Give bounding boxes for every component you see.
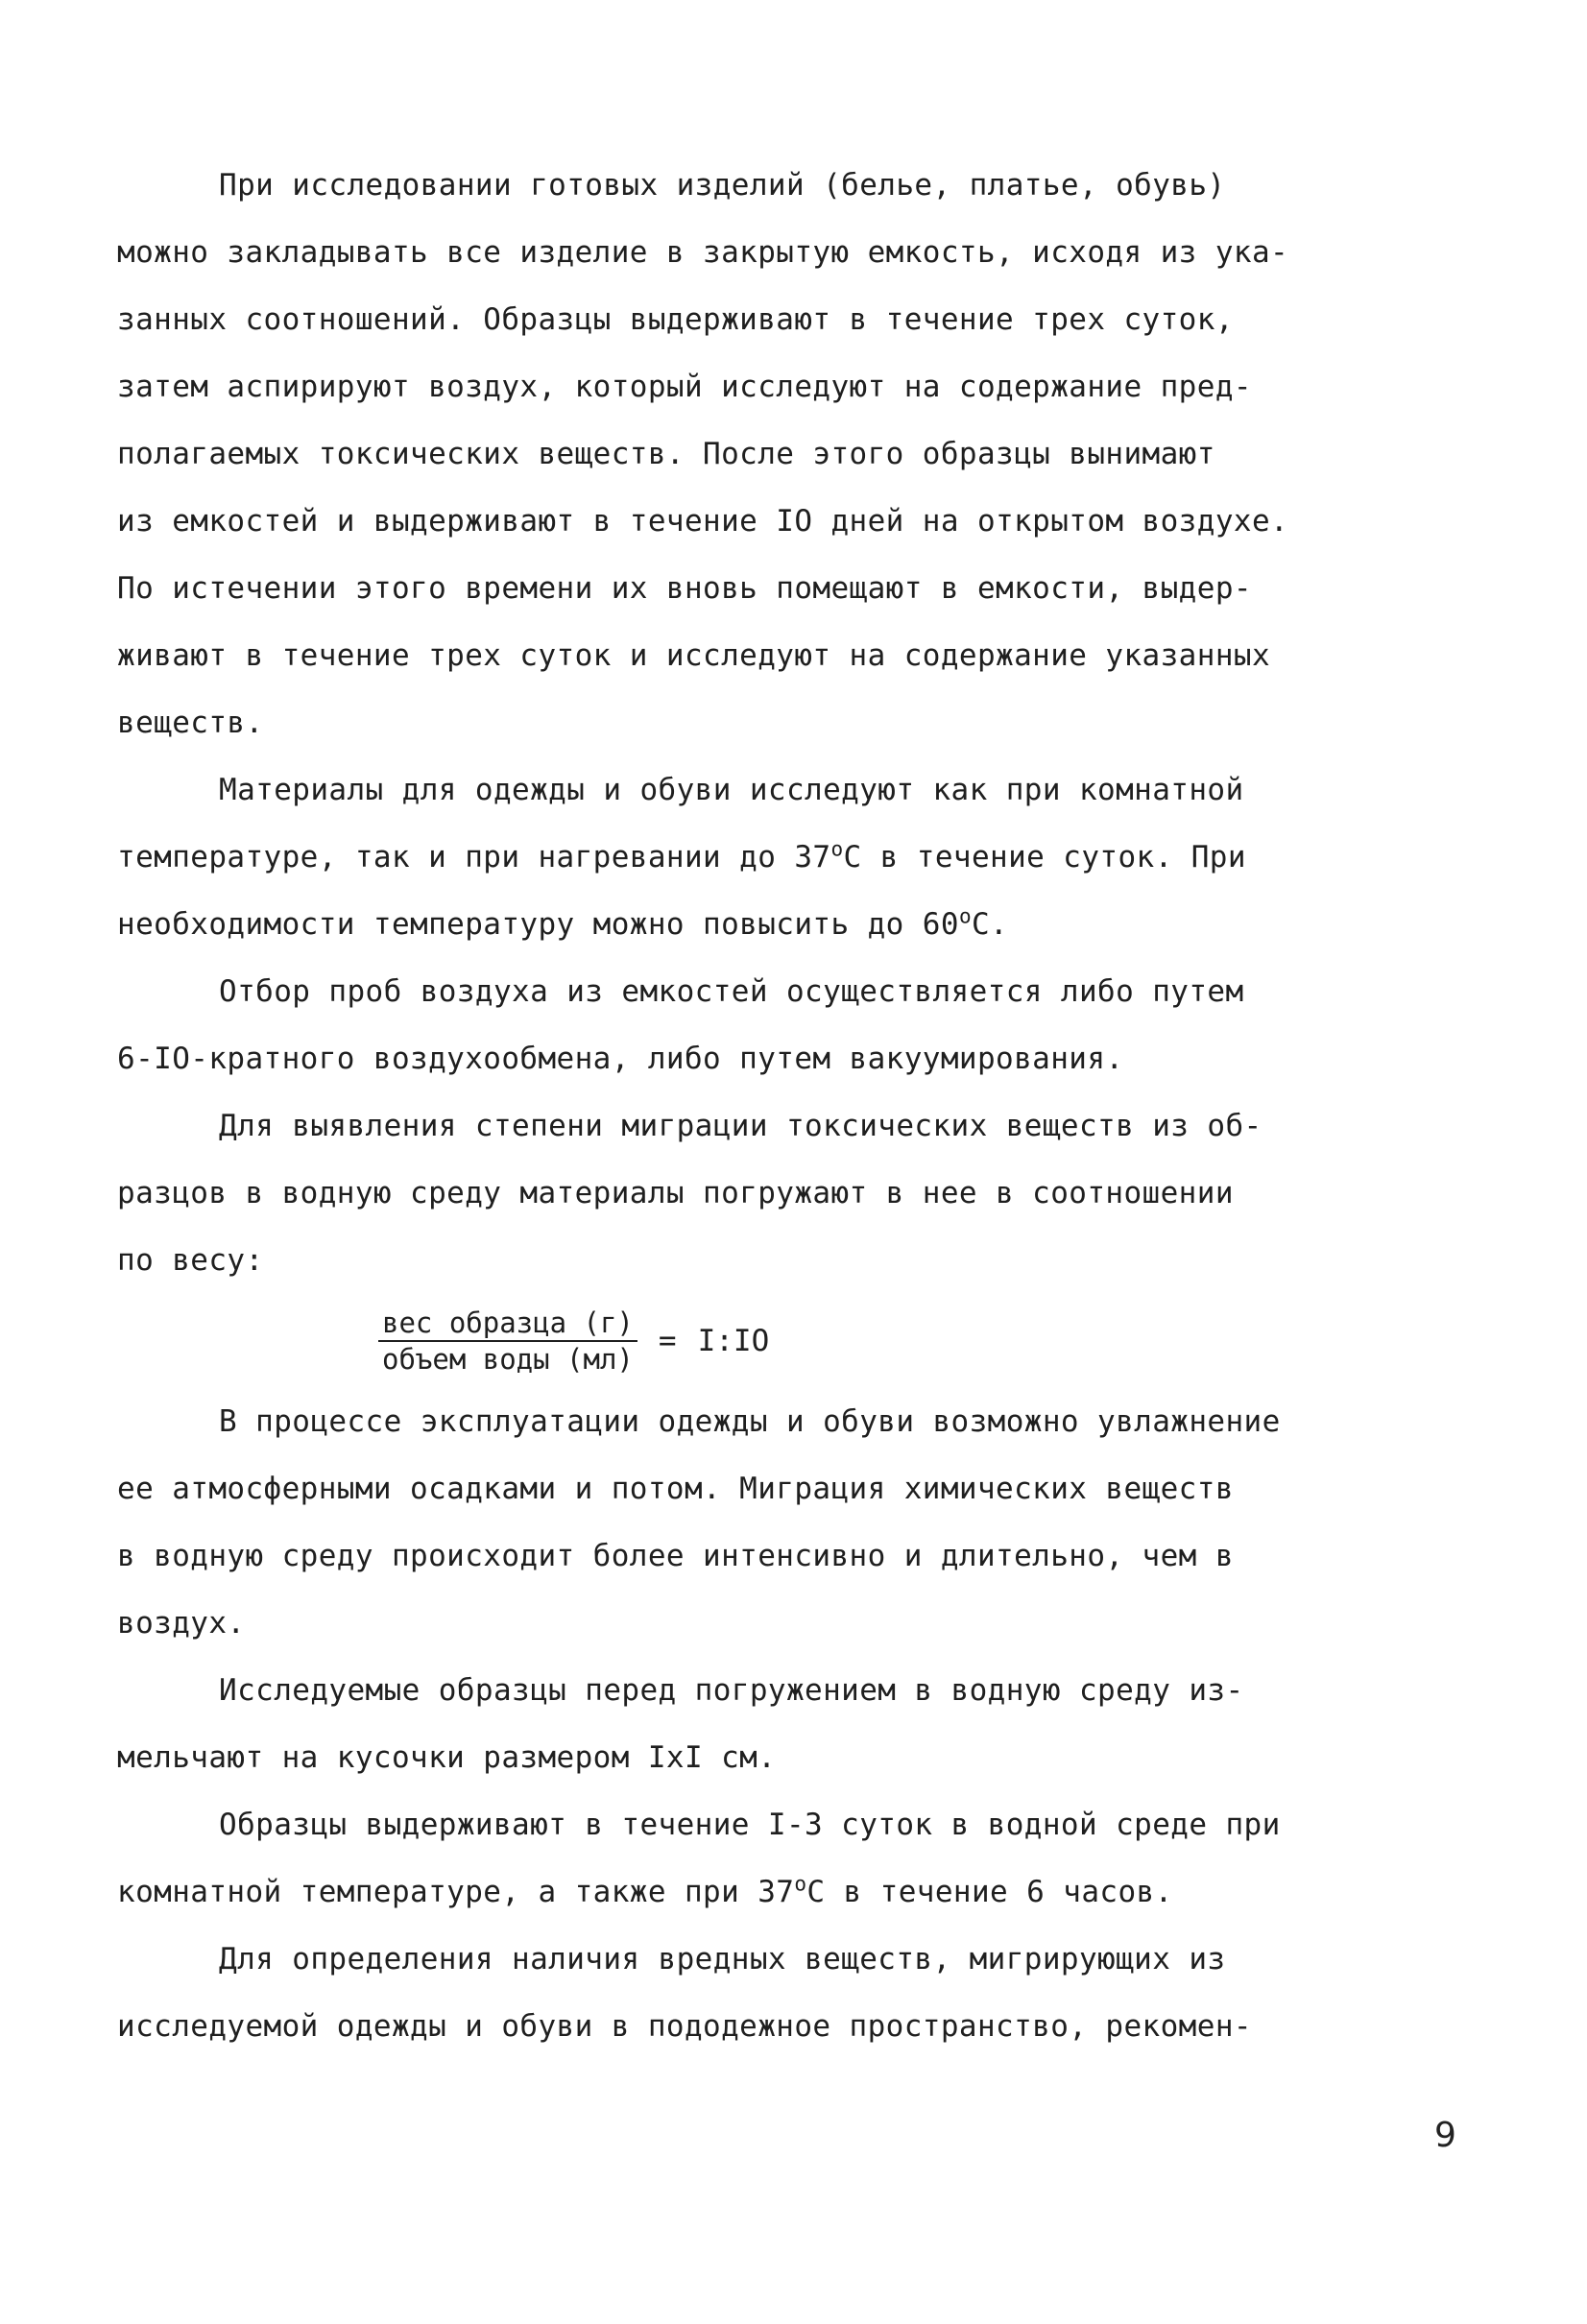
text-line: разцов в водную среду материалы погружают в нее в соотношении bbox=[117, 1176, 1234, 1210]
text-line: воздух. bbox=[117, 1606, 246, 1641]
text-line: занных соотношений. Образцы выдерживают в течение трех суток, bbox=[117, 302, 1234, 337]
text-line: живают в течение трех суток и исследуют на содержание указанных bbox=[117, 638, 1271, 673]
text-line: температуре, так и при нагревании до 37$^o$С в течение суток. При bbox=[117, 837, 1246, 874]
text-line: ее атмосферными осадками и потом. Миграция химических веществ bbox=[117, 1472, 1234, 1506]
text-line: из емкостей и выдерживают в течение IO дней на открытом воздухе. bbox=[117, 504, 1289, 539]
ratio-formula bbox=[117, 1294, 1461, 1388]
text-line: Исследуемые образцы перед погружением в водную среду из- bbox=[219, 1673, 1244, 1708]
body-text bbox=[117, 152, 1461, 2060]
text-line: в водную среду происходит более интенсивно и длительно, чем в bbox=[117, 1539, 1234, 1573]
text-line: При исследовании готовых изделий (белье, платье, обувь) bbox=[219, 168, 1226, 203]
degree-mark: o bbox=[958, 904, 972, 928]
text-line: можно закладывать все изделие в закрытую емкость, исходя из ука- bbox=[117, 235, 1289, 270]
formula-equals: = bbox=[658, 1324, 677, 1358]
text-line: исследуемой одежды и обуви в пододежное пространство, рекомен- bbox=[117, 2009, 1252, 2044]
text-line: необходимости температуру можно повысить до 60$^o$С. bbox=[117, 904, 1009, 942]
text-line: Для выявления степени миграции токсических веществ из об- bbox=[219, 1109, 1262, 1143]
formula-numerator: вес образца (г) bbox=[378, 1306, 637, 1342]
text-line: Отбор проб воздуха из емкостей осуществляется либо путем bbox=[219, 974, 1244, 1009]
formula-denominator: объем воды (мл) bbox=[382, 1343, 634, 1376]
degree-mark: o bbox=[830, 837, 844, 861]
page-number: 9 bbox=[1434, 2116, 1456, 2155]
text-line: Для определения наличия вредных веществ, мигрирующих из bbox=[219, 1942, 1226, 1977]
text-line: веществ. bbox=[117, 706, 264, 740]
formula-fraction bbox=[378, 1306, 637, 1376]
text-line: 6-IO-кратного воздухообмена, либо путем вакуумирования. bbox=[117, 1042, 1124, 1076]
text-line: мельчают на кусочки размером IxI см. bbox=[117, 1740, 777, 1775]
degree-mark: o bbox=[794, 1872, 807, 1896]
text-line: Образцы выдерживают в течение I-3 суток в водной среде при bbox=[219, 1808, 1281, 1842]
text-line: В процессе эксплуатации одежды и обуви возможно увлажнение bbox=[219, 1404, 1281, 1439]
text-line: комнатной температуре, а также при 37$^o$С в течение 6 часов. bbox=[117, 1872, 1173, 1909]
text-line: Материалы для одежды и обуви исследуют как при комнатной bbox=[219, 773, 1244, 807]
formula-ratio: I:IO bbox=[697, 1324, 770, 1358]
text-line: по весу: bbox=[117, 1243, 264, 1278]
text-line: По истечении этого времени их вновь помещают в емкости, выдер- bbox=[117, 571, 1252, 606]
text-line: полагаемых токсических веществ. После этого образцы вынимают bbox=[117, 437, 1215, 471]
text-line: затем аспирируют воздух, который исследуют на содержание пред- bbox=[117, 370, 1252, 404]
